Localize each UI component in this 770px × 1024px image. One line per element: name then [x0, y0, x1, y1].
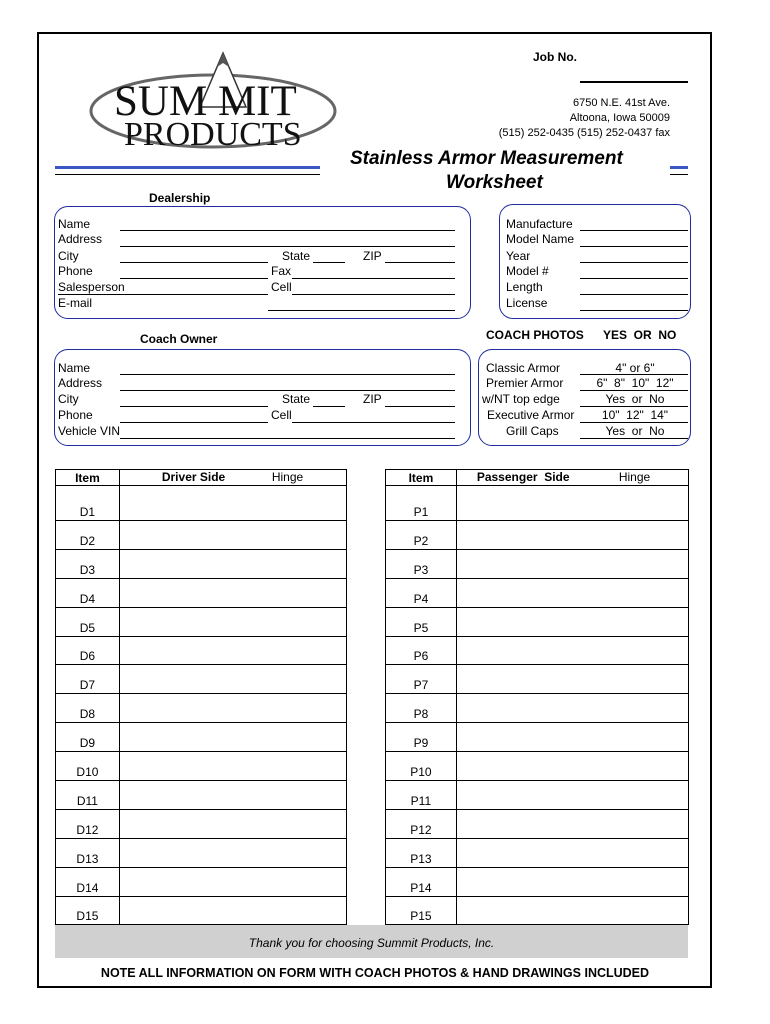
driver-row: [56, 752, 347, 781]
owner-address-label: Address: [58, 376, 103, 390]
driver-row: [56, 549, 347, 578]
year-field[interactable]: [580, 262, 688, 263]
model-number-field[interactable]: [580, 278, 688, 279]
form-title-line-2: Worksheet: [446, 172, 543, 193]
driver-item-number: D6: [56, 636, 120, 665]
passenger-row: [386, 486, 689, 521]
owner-phone-label: Phone: [58, 408, 93, 422]
dealership-cell-label: Cell: [271, 280, 292, 294]
driver-measurement-cell[interactable]: [119, 665, 346, 694]
driver-measurement-cell[interactable]: [119, 486, 346, 521]
passenger-row: [386, 607, 689, 636]
owner-cell-label: Cell: [271, 408, 292, 422]
length-field[interactable]: [580, 294, 688, 295]
passenger-item-number: P6: [386, 636, 457, 665]
dealership-address-field[interactable]: [120, 246, 455, 247]
driver-row: [56, 838, 347, 867]
year-label: Year: [506, 249, 531, 263]
passenger-measurement-cell[interactable]: [456, 896, 688, 925]
driver-measurement-cell[interactable]: [119, 867, 346, 896]
owner-vin-label: Vehicle VIN: [58, 424, 121, 438]
passenger-row: [386, 521, 689, 550]
logo-text-products: PRODUCTS: [124, 116, 302, 153]
driver-item-number: D14: [56, 867, 120, 896]
license-field[interactable]: [580, 310, 688, 311]
dealership-phone-label: Phone: [58, 264, 93, 278]
job-number-field[interactable]: [580, 81, 688, 83]
dealership-cell-field[interactable]: [292, 294, 455, 295]
passenger-measurement-cell[interactable]: [456, 549, 688, 578]
driver-item-number: D3: [56, 549, 120, 578]
driver-row: [56, 665, 347, 694]
owner-state-label: State: [282, 392, 311, 406]
classic-armor-field: [580, 374, 688, 375]
dealership-city-label: City: [58, 249, 79, 263]
executive-armor-choices[interactable]: 10" 12" 14": [601, 408, 669, 422]
passenger-measurement-cell[interactable]: [456, 521, 688, 550]
passenger-row: [386, 665, 689, 694]
driver-row: [56, 486, 347, 521]
owner-phone-field[interactable]: [120, 422, 268, 423]
dealership-state-field[interactable]: [313, 262, 345, 263]
driver-side-table: [55, 469, 347, 925]
passenger-item-number: P1: [386, 486, 457, 521]
passenger-measurement-cell[interactable]: [456, 838, 688, 867]
dealership-city-field[interactable]: [120, 262, 268, 263]
executive-armor-label: Executive Armor: [487, 408, 575, 422]
driver-item-number: D5: [56, 607, 120, 636]
driver-measurement-cell[interactable]: [119, 723, 346, 752]
manufacture-label: Manufacture: [506, 217, 573, 231]
passenger-measurement-cell[interactable]: [456, 809, 688, 838]
passenger-item-number: P4: [386, 578, 457, 607]
passenger-item-number: P12: [386, 809, 457, 838]
license-label: License: [506, 296, 548, 310]
black-divider-left: [55, 174, 320, 175]
dealership-zip-field[interactable]: [385, 262, 455, 263]
passenger-measurement-cell[interactable]: [456, 723, 688, 752]
passenger-measurement-cell[interactable]: [456, 607, 688, 636]
driver-item-number: D15: [56, 896, 120, 925]
passenger-measurement-cell[interactable]: [456, 752, 688, 781]
passenger-item-number: P10: [386, 752, 457, 781]
passenger-item-number: P15: [386, 896, 457, 925]
driver-row: [56, 809, 347, 838]
passenger-item-number: P13: [386, 838, 457, 867]
executive-armor-field: [580, 422, 688, 423]
driver-measurement-cell[interactable]: [119, 549, 346, 578]
coach-photos-label: COACH PHOTOS: [486, 328, 584, 342]
dealership-email-field[interactable]: [268, 310, 455, 311]
driver-measurement-cell[interactable]: [119, 896, 346, 925]
phone-numbers: (515) 252-0435 (515) 252-0437 fax: [498, 127, 670, 139]
driver-item-number: D10: [56, 752, 120, 781]
passenger-item-number: P11: [386, 781, 457, 810]
grill-caps-choices[interactable]: Yes or No: [605, 424, 665, 438]
premier-armor-label: Premier Armor: [486, 376, 564, 390]
passenger-row: [386, 752, 689, 781]
passenger-row: [386, 549, 689, 578]
driver-measurement-cell[interactable]: [119, 607, 346, 636]
model-number-label: Model #: [506, 264, 549, 278]
owner-vin-field[interactable]: [120, 438, 455, 439]
passenger-row: [386, 636, 689, 665]
grill-caps-field: [580, 438, 688, 439]
driver-side-header: [119, 470, 346, 486]
premier-armor-field: [580, 390, 688, 391]
logo-text-summit: SUM MIT: [114, 78, 297, 125]
model-name-label: Model Name: [506, 232, 575, 246]
owner-city-label: City: [58, 392, 79, 406]
passenger-item-number: P5: [386, 607, 457, 636]
dealership-salesperson-label: Salesperson: [58, 280, 125, 294]
driver-measurement-cell[interactable]: [119, 694, 346, 723]
passenger-item-number: P9: [386, 723, 457, 752]
driver-measurement-cell[interactable]: [119, 752, 346, 781]
model-name-field[interactable]: [580, 246, 688, 247]
driver-row: [56, 781, 347, 810]
driver-item-number: D1: [56, 486, 120, 521]
dealership-salesperson-field[interactable]: [58, 294, 268, 295]
owner-zip-field[interactable]: [385, 406, 455, 407]
nt-top-edge-field: [580, 406, 688, 407]
driver-item-header: Item: [56, 470, 120, 486]
driver-row: [56, 723, 347, 752]
length-label: Length: [506, 280, 543, 294]
grill-caps-label: Grill Caps: [506, 424, 559, 438]
passenger-measurement-cell[interactable]: [456, 781, 688, 810]
driver-measurement-cell[interactable]: [119, 521, 346, 550]
dealership-address-label: Address: [58, 232, 103, 246]
driver-item-number: D11: [56, 781, 120, 810]
driver-measurement-cell[interactable]: [119, 578, 346, 607]
passenger-row: [386, 781, 689, 810]
passenger-hinge-header: Hinge: [618, 470, 651, 484]
dealership-email-label: E-mail: [58, 296, 93, 310]
passenger-row: [386, 578, 689, 607]
passenger-item-number: P3: [386, 549, 457, 578]
passenger-measurement-cell[interactable]: [456, 578, 688, 607]
driver-measurement-cell[interactable]: [119, 636, 346, 665]
thank-you-text: Thank you for choosing Summit Products, Inc.: [248, 936, 495, 950]
driver-row: [56, 607, 347, 636]
job-number-label: Job No.: [533, 50, 577, 64]
driver-item-number: D2: [56, 521, 120, 550]
owner-name-label: Name: [58, 361, 91, 375]
premier-armor-choices[interactable]: 6" 8" 10" 12": [596, 376, 674, 390]
driver-item-number: D8: [56, 694, 120, 723]
dealership-name-field[interactable]: [120, 230, 455, 231]
manufacture-field[interactable]: [580, 230, 688, 231]
dealership-phone-field[interactable]: [120, 278, 268, 279]
passenger-measurement-cell[interactable]: [456, 867, 688, 896]
driver-item-number: D9: [56, 723, 120, 752]
driver-row: [56, 578, 347, 607]
black-divider-right: [670, 174, 688, 175]
passenger-item-number: P14: [386, 867, 457, 896]
owner-name-field[interactable]: [120, 374, 455, 375]
dealership-name-label: Name: [58, 217, 91, 231]
driver-measurement-cell[interactable]: [119, 809, 346, 838]
owner-address-field[interactable]: [120, 390, 455, 391]
driver-row: [56, 521, 347, 550]
driver-row: [56, 867, 347, 896]
dealership-heading: Dealership: [149, 191, 211, 205]
owner-city-field[interactable]: [120, 406, 268, 407]
coach-owner-heading: Coach Owner: [140, 332, 218, 346]
passenger-item-number: P7: [386, 665, 457, 694]
summit-logo: [88, 45, 348, 160]
passenger-row: [386, 809, 689, 838]
passenger-side-header: [456, 470, 688, 486]
driver-row: [56, 694, 347, 723]
passenger-item-header: Item: [386, 470, 457, 486]
passenger-item-number: P8: [386, 694, 457, 723]
passenger-side-table: [385, 469, 689, 925]
driver-measurement-cell[interactable]: [119, 838, 346, 867]
passenger-side-header-label: Passenger Side: [476, 470, 570, 484]
owner-zip-label: ZIP: [363, 392, 382, 406]
driver-measurement-cell[interactable]: [119, 781, 346, 810]
driver-row: [56, 636, 347, 665]
passenger-row: [386, 694, 689, 723]
passenger-measurement-cell[interactable]: [456, 636, 688, 665]
passenger-measurement-cell[interactable]: [456, 665, 688, 694]
dealership-fax-field[interactable]: [292, 278, 455, 279]
nt-top-edge-choices[interactable]: Yes or No: [605, 392, 665, 406]
blue-divider-right: [670, 166, 688, 169]
driver-row: [56, 896, 347, 925]
nt-top-edge-label: w/NT top edge: [482, 392, 560, 406]
passenger-measurement-cell[interactable]: [456, 486, 688, 521]
owner-state-field[interactable]: [313, 406, 345, 407]
dealership-zip-label: ZIP: [363, 249, 382, 263]
address-line-2: Altoona, Iowa 50009: [569, 112, 670, 124]
driver-item-number: D13: [56, 838, 120, 867]
dealership-state-label: State: [282, 249, 311, 263]
driver-item-number: D12: [56, 809, 120, 838]
passenger-item-number: P2: [386, 521, 457, 550]
driver-item-number: D7: [56, 665, 120, 694]
driver-hinge-header: Hinge: [271, 470, 304, 484]
owner-cell-field[interactable]: [292, 422, 455, 423]
passenger-row: [386, 723, 689, 752]
classic-armor-label: Classic Armor: [486, 361, 561, 375]
address-line-1: 6750 N.E. 41st Ave.: [572, 97, 670, 109]
driver-side-header-label: Driver Side: [161, 470, 226, 484]
passenger-measurement-cell[interactable]: [456, 694, 688, 723]
driver-item-number: D4: [56, 578, 120, 607]
passenger-row: [386, 838, 689, 867]
classic-armor-choices[interactable]: 4" or 6": [615, 361, 655, 375]
passenger-row: [386, 896, 689, 925]
blue-divider-left: [55, 166, 320, 169]
footer-note: NOTE ALL INFORMATION ON FORM WITH COACH PHOTOS & HAND DRAWINGS INCLUDED: [100, 966, 650, 980]
coach-photos-options[interactable]: YES OR NO: [603, 328, 677, 342]
form-title: Stainless Armor Measurement: [350, 148, 623, 169]
passenger-row: [386, 867, 689, 896]
dealership-fax-label: Fax: [271, 264, 292, 278]
